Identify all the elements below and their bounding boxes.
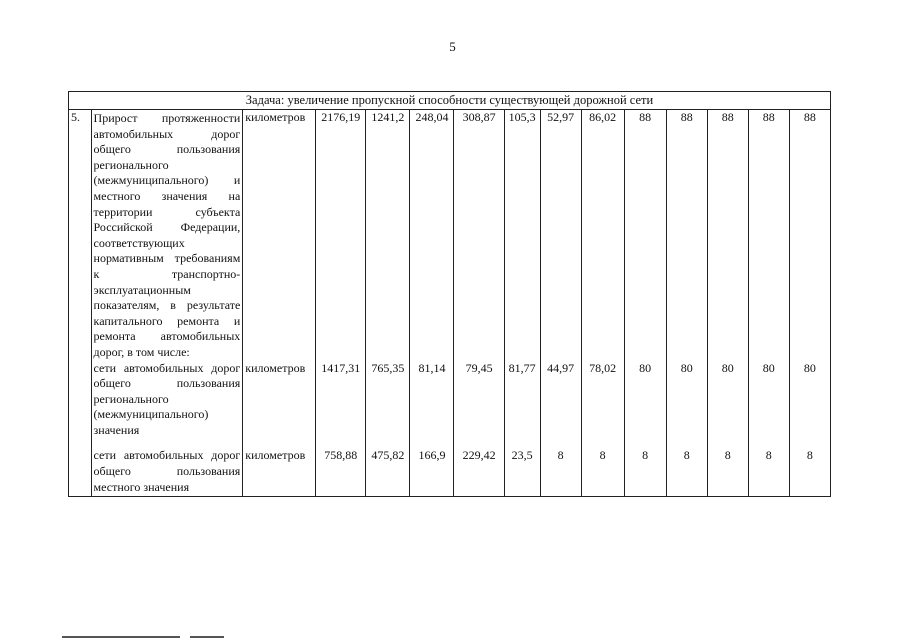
value-cell: 80 (666, 361, 707, 439)
unit-cell: километров (243, 110, 316, 361)
value-cell: 229,42 (454, 438, 504, 496)
table-row (69, 438, 831, 496)
value-cell: 80 (707, 361, 748, 439)
value-cell: 44,97 (540, 361, 581, 439)
value-cell: 88 (666, 110, 707, 361)
value-cell: 81,77 (504, 361, 540, 439)
value-cell: 758,88 (316, 438, 366, 496)
indicators-table (68, 91, 831, 497)
value-cell: 1417,31 (316, 361, 366, 439)
value-cell: 79,45 (454, 361, 504, 439)
value-cell: 8 (789, 438, 830, 496)
value-cell: 8 (666, 438, 707, 496)
value-cell: 88 (707, 110, 748, 361)
page-number: 5 (449, 39, 456, 54)
value-cell: 8 (624, 438, 666, 496)
value-cell: 8 (707, 438, 748, 496)
value-cell: 308,87 (454, 110, 504, 361)
value-cell: 52,97 (540, 110, 581, 361)
unit-cell: километров (243, 361, 316, 439)
table-row (69, 361, 831, 439)
value-cell: 80 (748, 361, 789, 439)
value-cell: 88 (789, 110, 830, 361)
value-cell: 475,82 (366, 438, 410, 496)
value-cell: 166,9 (410, 438, 454, 496)
value-cell: 86,02 (581, 110, 624, 361)
value-cell: 80 (789, 361, 830, 439)
indicator-description: Прирост протяженности автомобильных дорог общего пользования регионального (межмуниципального) и местного значения на территории субъекта Российской Федерации, соответствующих нормативным требованиям к транспортно-эксплуатационным показателям, в результате капитального ремонта и ремонта автомобильных дорог, в том числе: (91, 110, 243, 361)
value-cell: 1241,2 (366, 110, 410, 361)
value-cell: 23,5 (504, 438, 540, 496)
indicator-description: сети автомобильных дорог общего пользования местного значения (91, 438, 243, 496)
unit-cell: километров (243, 438, 316, 496)
value-cell: 2176,19 (316, 110, 366, 361)
footer-rule (190, 636, 224, 638)
value-cell: 81,14 (410, 361, 454, 439)
value-cell: 8 (540, 438, 581, 496)
value-cell: 765,35 (366, 361, 410, 439)
row-number (69, 361, 92, 439)
row-number: 5. (69, 110, 92, 361)
task-row (69, 92, 831, 110)
footer-rule (62, 636, 180, 638)
value-cell: 88 (748, 110, 789, 361)
value-cell: 88 (624, 110, 666, 361)
value-cell: 8 (748, 438, 789, 496)
table-row (69, 110, 831, 361)
value-cell: 8 (581, 438, 624, 496)
value-cell: 105,3 (504, 110, 540, 361)
value-cell: 80 (624, 361, 666, 439)
value-cell: 248,04 (410, 110, 454, 361)
indicator-description: сети автомобильных дорог общего пользования регионального (межмуниципального) значения (91, 361, 243, 439)
value-cell: 78,02 (581, 361, 624, 439)
row-number (69, 438, 92, 496)
task-title: Задача: увеличение пропускной способности существующей дорожной сети (69, 92, 831, 110)
